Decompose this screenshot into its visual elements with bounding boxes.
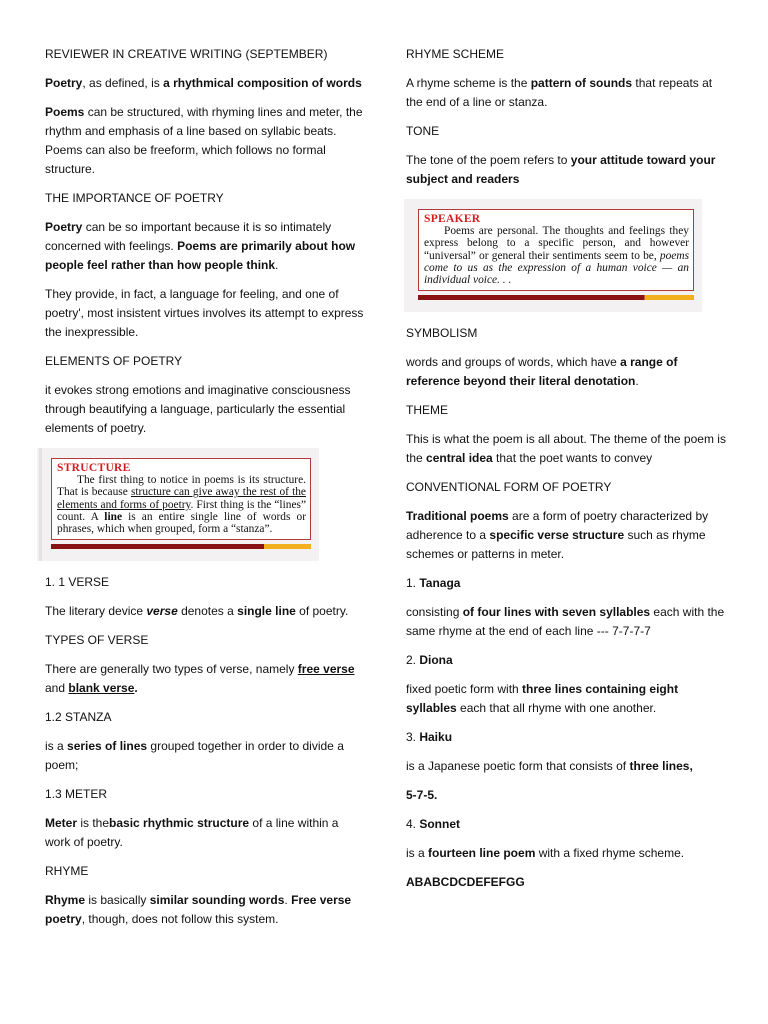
- sonnet-rhyme-scheme: ABABCDCDEFEFGG: [406, 875, 525, 890]
- importance-paragraph-1: Poetry can be so important because it is so intimately concerned with feelings. Poems are primarily about how people feel rather than how people think.: [45, 220, 356, 272]
- elements-heading: ELEMENTS OF POETRY: [45, 354, 183, 368]
- tone-heading: TONE: [406, 124, 440, 138]
- slide-accent-bar: [51, 544, 311, 549]
- verse-heading: 1. 1 VERSE: [45, 575, 110, 590]
- document-title: REVIEWER IN CREATIVE WRITING (SEPTEMBER): [45, 47, 328, 61]
- conventional-form-heading: CONVENTIONAL FORM OF POETRY: [406, 480, 612, 495]
- diona-paragraph: fixed poetic form with three lines containing eight syllables each that all rhyme with one another.: [406, 682, 679, 716]
- speaker-title: SPEAKER: [424, 213, 481, 225]
- slide-edge: [39, 448, 42, 561]
- tanaga-paragraph: consisting of four lines with seven syllables each with the same rhyme at the end of each line --- 7-7-7-7: [406, 605, 725, 639]
- sonnet-heading: 4. Sonnet: [406, 817, 461, 832]
- types-of-verse-heading: TYPES OF VERSE: [45, 633, 149, 648]
- structure-slide-image: [37, 448, 319, 561]
- haiku-heading: 3. Haiku: [406, 730, 453, 745]
- speaker-slide-image: [404, 199, 702, 312]
- stanza-heading: 1.2 STANZA: [45, 710, 112, 725]
- rhyme-heading: RHYME: [45, 864, 89, 879]
- structure-title: STRUCTURE: [57, 462, 131, 474]
- haiku-paragraph: is a Japanese poetic form that consists of three lines,: [406, 759, 693, 774]
- left-column: [45, 36, 365, 939]
- symbolism-heading: SYMBOLISM: [406, 326, 478, 341]
- poems-structure-paragraph: Poems can be structured, with rhyming lines and meter, the rhythm and emphasis of a line based on syllabic beats. Poems can also be freeform, which follows no formal structure.: [45, 105, 363, 176]
- meter-paragraph: Meter is thebasic rhythmic structure of a line within a work of poetry.: [45, 816, 339, 850]
- rhyme-scheme-heading: RHYME SCHEME: [406, 47, 505, 61]
- importance-heading: THE IMPORTANCE OF POETRY: [45, 191, 224, 205]
- theme-heading: THEME: [406, 403, 448, 418]
- haiku-syllable-count: 5-7-5.: [406, 788, 438, 803]
- verse-paragraph: The literary device verse denotes a single line of poetry.: [45, 604, 349, 619]
- rhyme-scheme-paragraph: A rhyme scheme is the pattern of sounds that repeats at the end of a line or stanza.: [406, 76, 713, 109]
- right-column: [406, 36, 728, 902]
- rhyme-paragraph: Rhyme is basically similar sounding words. Free verse poetry, though, does not follow this system.: [45, 893, 352, 927]
- diona-heading: 2. Diona: [406, 653, 453, 668]
- tone-paragraph: The tone of the poem refers to your attitude toward your subject and readers: [406, 153, 716, 186]
- tanaga-heading: 1. Tanaga: [406, 576, 461, 591]
- symbolism-paragraph: words and groups of words, which have a range of reference beyond their literal denotation.: [406, 355, 678, 389]
- structure-card: STRUCTURE The first thing to notice in poems is its structure. That is because structure can give away the rest of the elements and forms of poetry. First thing is the “lines” count. A line is an entire single line of words or phrases, which when grouped, form a “stanza”.: [51, 458, 311, 540]
- speaker-card: SPEAKER Poems are personal. The thoughts and feelings they express belong to a specific person, and however “universal” or general their sentiments seem to be, poems come to us as the expression of a human voice — an individual voice. . .: [418, 209, 694, 291]
- types-of-verse-paragraph: There are generally two types of verse, namely free verse and blank verse.: [45, 662, 355, 696]
- meter-heading: 1.3 METER: [45, 787, 108, 802]
- conventional-form-paragraph: Traditional poems are a form of poetry characterized by adherence to a specific verse structure such as rhyme schemes or patterns in meter.: [406, 509, 709, 562]
- slide-accent-bar: [418, 295, 694, 300]
- theme-paragraph: This is what the poem is all about. The theme of the poem is the central idea that the poet wants to convey: [406, 432, 726, 466]
- sonnet-paragraph: is a fourteen line poem with a fixed rhyme scheme.: [406, 846, 685, 861]
- importance-paragraph-2: They provide, in fact, a language for feeling, and one of poetry', most insistent virtues involves its attempt to express the inexpressible.: [45, 287, 364, 339]
- elements-paragraph: it evokes strong emotions and imaginative consciousness through beautifying a language, particularly the essential elements of poetry.: [45, 383, 351, 435]
- poetry-definition: Poetry, as defined, is a rhythmical composition of words: [45, 76, 362, 90]
- stanza-paragraph: is a series of lines grouped together in order to divide a poem;: [45, 739, 344, 773]
